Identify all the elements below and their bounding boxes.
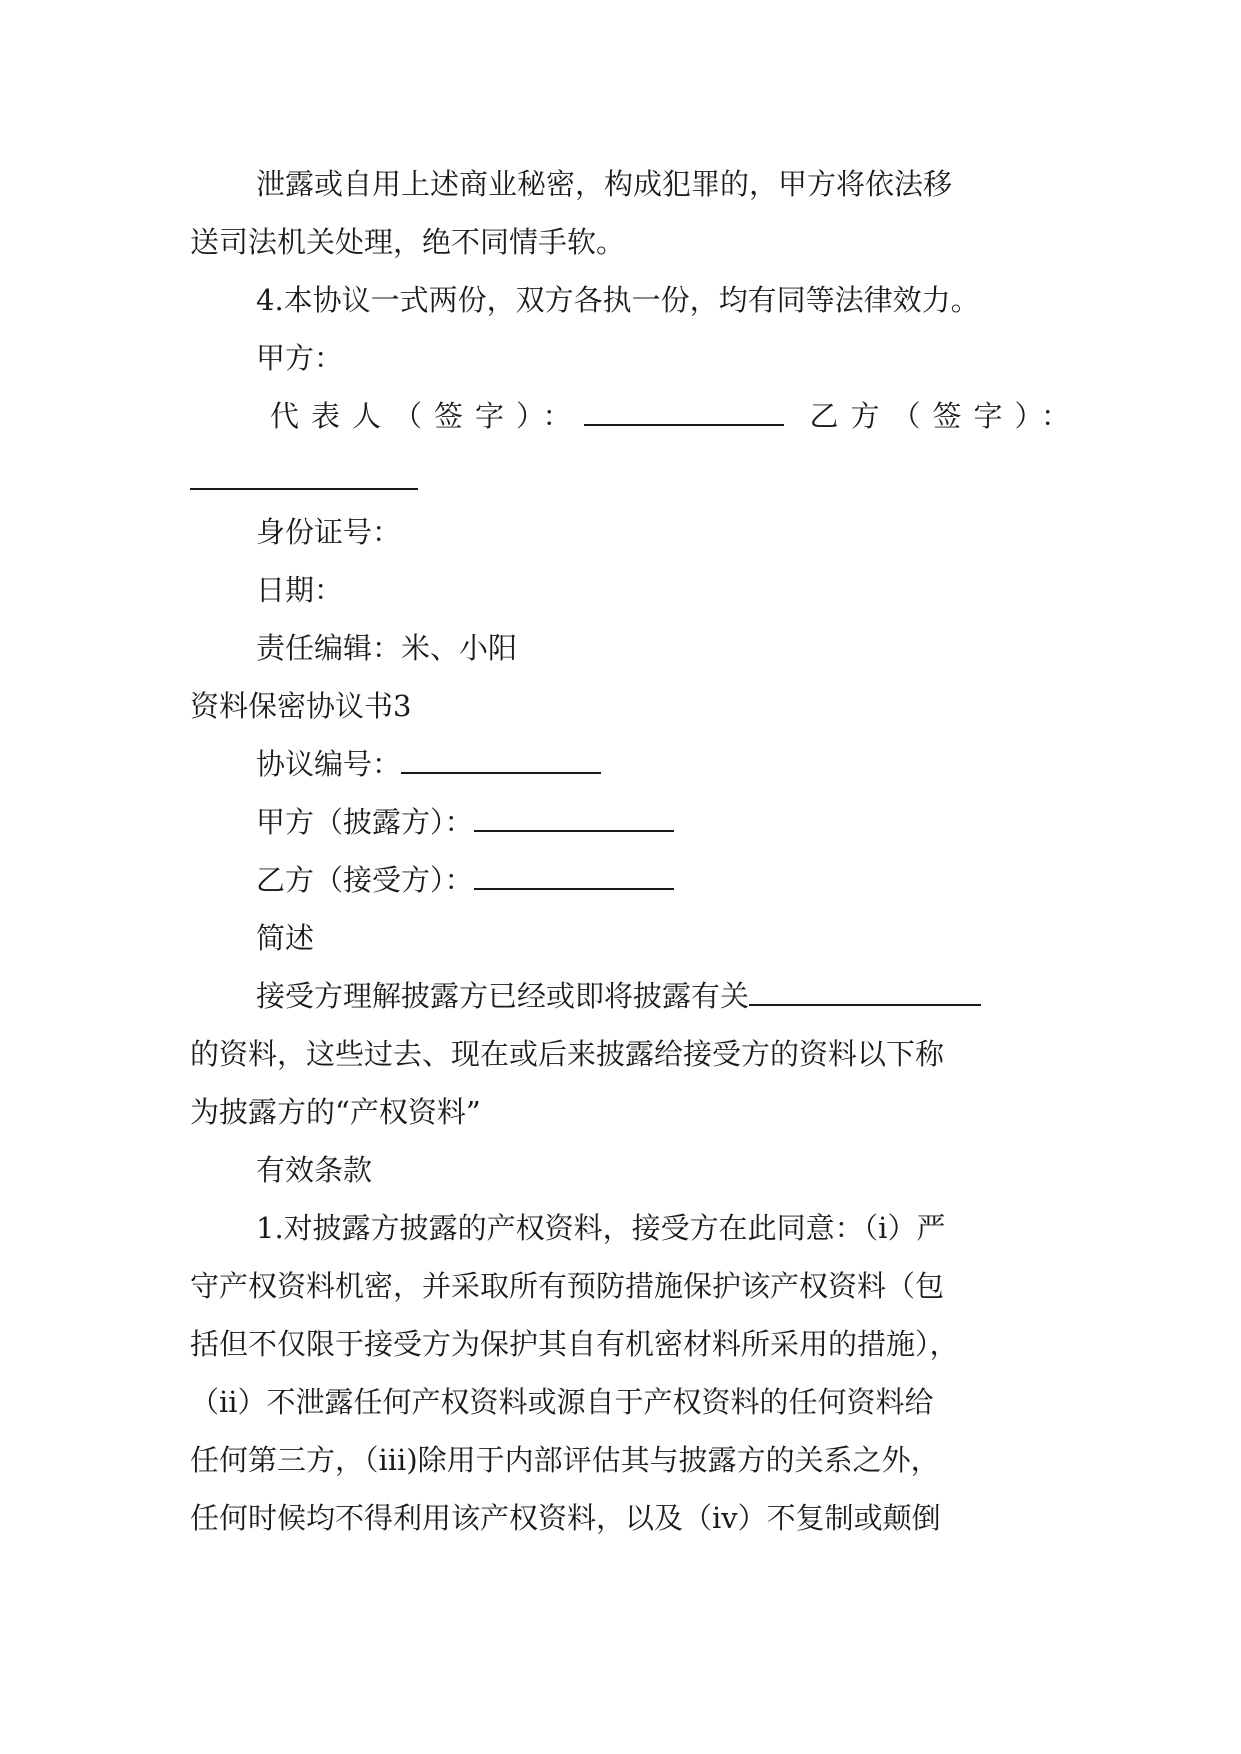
clause-1-line: （ii）不泄露任何产权资料或源自于产权资料的任何资料给 xyxy=(190,1385,934,1419)
paragraph-line: 泄露或自用上述商业秘密，构成犯罪的，甲方将依法移 xyxy=(256,167,953,201)
party-a-label: 甲方： xyxy=(256,341,344,375)
summary-heading: 简述 xyxy=(256,921,315,955)
paragraph-line: 送司法机关处理，绝不同情手软。 xyxy=(190,225,626,259)
subject-blank xyxy=(749,978,981,1006)
disclosing-party-label: 甲方（披露方）： xyxy=(256,805,474,839)
clause-1-line: 任何时候均不得利用该产权资料，以及（iv）不复制或颠倒 xyxy=(190,1501,941,1535)
id-number-label: 身份证号： xyxy=(256,515,402,549)
paragraph-line: 为披露方的“产权资料” xyxy=(190,1095,481,1129)
section-title: 资料保密协议书3 xyxy=(190,689,412,723)
clause-1-line: 任何第三方，（iii)除用于内部评估其与披露方的关系之外， xyxy=(190,1443,940,1477)
receiving-party-blank xyxy=(474,862,674,890)
party-b-signature-label: 乙方（签字）： xyxy=(809,399,1083,433)
representative-signature-blank xyxy=(584,398,784,426)
agreement-number-label: 协议编号： xyxy=(256,747,402,781)
representative-signature-label: 代表人（签字）： xyxy=(270,399,584,433)
date-label: 日期： xyxy=(256,573,344,607)
receiving-party-label: 乙方（接受方）： xyxy=(256,863,474,897)
clause-4: 4.本协议一式两份，双方各执一份，均有同等法律效力。 xyxy=(256,283,980,317)
receiving-party-row xyxy=(256,860,1156,900)
party-b-signature-blank xyxy=(190,488,418,490)
agreement-number-blank xyxy=(401,746,601,774)
editor-line: 责任编辑：米、小阳 xyxy=(256,631,518,665)
summary-line-1 xyxy=(256,976,1156,1016)
disclosing-party-row xyxy=(256,802,1156,842)
agreement-number-row xyxy=(256,744,1156,784)
paragraph-line: 的资料，这些过去、现在或后来披露给接受方的资料以下称 xyxy=(190,1037,945,1071)
terms-heading: 有效条款 xyxy=(256,1153,373,1187)
clause-1-line: 守产权资料机密，并采取所有预防措施保护该产权资料（包 xyxy=(190,1269,945,1303)
clause-1-line: 括但不仅限于接受方为保护其自有机密材料所采用的措施）， xyxy=(190,1327,959,1361)
disclosing-party-blank xyxy=(474,804,674,832)
clause-1-line: 1.对披露方披露的产权资料，接受方在此同意：（i）严 xyxy=(256,1211,946,1245)
signature-row xyxy=(270,396,1170,436)
summary-text: 接受方理解披露方已经或即将披露有关 xyxy=(256,979,750,1013)
